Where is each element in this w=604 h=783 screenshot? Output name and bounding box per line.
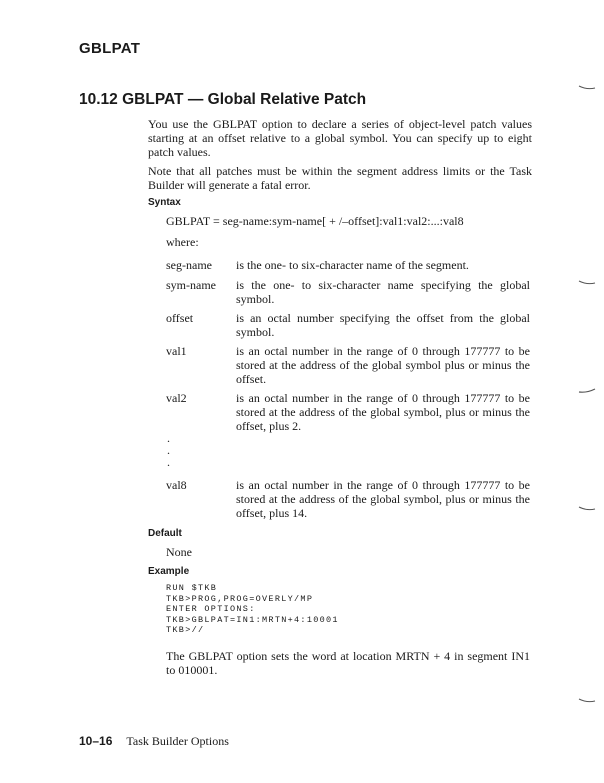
scan-edge-mark [578,279,596,285]
running-head: GBLPAT [79,40,141,57]
param-term: val8 [166,478,187,492]
page-number: 10–16 [79,734,113,748]
section-title-text: GBLPAT — Global Relative Patch [122,91,367,108]
code-line: ENTER OPTIONS: [166,604,256,614]
code-line: TKB>// [166,625,205,635]
code-line: TKB>GBLPAT=IN1:MRTN+4:10001 [166,614,339,625]
param-definition: is the one- to six-character name specifying the global symbol. [236,278,530,306]
example-code [166,583,339,636]
example-heading: Example [148,566,190,577]
intro-paragraph: You use the GBLPAT option to declare a series of object-level patch values starting at an offset relative to a global symbol. You can specify up to eight patch values. [148,117,532,159]
param-definition: is an octal number specifying the offset from the global symbol. [236,311,530,339]
scan-edge-mark [578,388,596,394]
code-line: TKB>PROG,PROG=OVERLY/MP [166,593,314,604]
scan-edge-mark [578,697,596,703]
param-term: offset [166,311,194,325]
param-definition: is the one- to six-character name of the segment. [236,258,469,272]
param-term: seg-name [166,258,212,272]
param-term: val1 [166,344,187,358]
default-value: None [166,545,192,559]
note-paragraph: Note that all patches must be within the segment address limits or the Task Builder will generate a fatal error. [148,164,532,192]
syntax-line: GBLPAT = seg-name:sym-name[ + /–offset]:val1:val2:...:val8 [166,214,464,228]
param-definition: is an octal number in the range of 0 through 177777 to be stored at the address of the global symbol, plus or minus the offset, plus 14. [236,478,530,520]
section-title [79,91,366,109]
example-explanation: The GBLPAT option sets the word at location MRTN + 4 in segment IN1 to 010001. [166,649,530,677]
chapter-title: Task Builder Options [126,734,229,748]
param-definition: is an octal number in the range of 0 through 177777 to be stored at the address of the global symbol, plus or minus the offset, plus 2. [236,391,530,433]
param-term: val2 [166,391,187,405]
ellipsis-dots: . . . [167,431,170,469]
section-number: 10.12 [79,91,118,108]
scan-edge-mark [578,505,596,511]
where-label: where: [166,235,199,249]
syntax-heading: Syntax [148,197,181,208]
param-definition: is an octal number in the range of 0 through 177777 to be stored at the address of the global symbol plus or minus the offset. [236,344,530,386]
param-term: sym-name [166,278,216,292]
page-footer [79,734,229,749]
default-heading: Default [148,528,182,539]
code-line: RUN $TKB [166,583,218,593]
scan-edge-mark [578,84,596,90]
